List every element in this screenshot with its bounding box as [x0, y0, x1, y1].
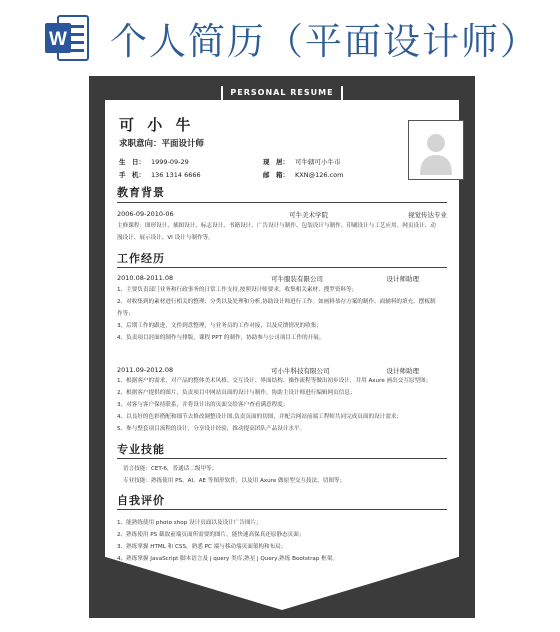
phone-value: 136 1314 6666: [151, 171, 201, 179]
education-courses: [117, 220, 449, 244]
education-title: 教育背景: [117, 186, 165, 199]
education-major: 视觉传达专业: [408, 211, 447, 219]
phone-label: 手 机：: [119, 171, 145, 179]
duty-line: 3、对客与客户保持联系，并将设计出的页面交给客户查看满意程度；: [117, 402, 289, 408]
job-position: 设计师助理: [386, 275, 419, 283]
duty-line: 2、对收集到的素材进行相关的整理、分类以及处理和分析,协助设计师进行工作。如画料恭存方案的制作、面辅料的填充、摆板制: [117, 299, 436, 305]
job-objective: 求职意向：平面设计师: [119, 139, 205, 149]
course-line: 主修课程：图形设计、插图设计、标志设计、书籍设计、广告设计与制作、包装设计与制作、印刷设计与工艺应用、网页设计、动: [117, 223, 436, 229]
resume-paper: [105, 100, 459, 618]
job-company: 可小牛科技有限公司: [271, 367, 330, 375]
job-company: 可牛服装有限公司: [271, 275, 323, 283]
skills-list: [123, 463, 455, 487]
evaluation-line: 4、熟练掌握 JavaScript 脚本语言及 j query 类库,熟星 j Query,熟练 Bootstrap 框架。: [117, 556, 338, 562]
svg-text:W: W: [49, 29, 67, 50]
duty-line: 作等；: [117, 311, 134, 317]
job-duties: [117, 375, 449, 435]
bottom-chevron-decoration: [89, 552, 475, 618]
work-title: 工作经历: [117, 252, 165, 265]
location-label: 现 居：: [263, 158, 289, 166]
location-info: [263, 157, 341, 166]
skill-line: 语言技能：CET-6，普通话二级甲等；: [123, 466, 218, 472]
location-value: 可牛辖可小牛市: [295, 158, 341, 166]
email-value: KXN@126.com: [295, 171, 344, 179]
page-header: [0, 0, 560, 74]
word-document-icon: [44, 13, 90, 63]
education-period: 2006-09-2010-06: [117, 210, 174, 218]
birth-value: 1999-09-29: [151, 158, 189, 166]
evaluation-line: 1、能熟练使用 photo shop 设计页面以及设计广告图片；: [117, 520, 262, 526]
job-period: 2011.09-2012.08: [117, 366, 174, 374]
skills-title: 专业技能: [117, 443, 165, 456]
work-divider: [117, 267, 447, 268]
resume-frame: [89, 76, 475, 618]
duty-line: 4、以良好的色彩搭配和细节去修改调整设计图,负责页面的切图，并配合网站前端工程师共同完成页面的设计需求；: [117, 414, 403, 420]
education-divider: [117, 202, 447, 203]
skill-line: 专业技能：熟练使用 PS、AI、AE 等图形软件，以及用 Axure 做原型交互技法、切图等；: [123, 478, 346, 484]
duty-line: 1、主要负责部门业务和行政事务的日常工作支持,按照设计师要求，收集相关素材、搜罗资料等；: [117, 287, 358, 293]
duty-line: 2、根据客户提供的图片，负责项目中网站页面的设计与制作，协助主设计师进行编辑网页信息；: [117, 390, 356, 396]
evaluation-line: 2、熟练使用 PS 截取前端页面所需要的图片，能快速高保真还原静态页面；: [117, 532, 305, 538]
skills-divider: [117, 458, 447, 459]
duty-line: 4、负责项目封面的制作与排版，课程 PPT 的制作，协助参与公司项目工作的开展。: [117, 335, 325, 341]
resume-badge: PERSONAL RESUME: [221, 86, 343, 100]
birth-label: 生 日：: [119, 158, 145, 166]
self-evaluation-divider: [117, 509, 447, 510]
self-evaluation-title: 自我评价: [117, 494, 165, 507]
candidate-name: 可 小 牛: [119, 116, 195, 134]
job-duties: [117, 284, 449, 344]
education-school: 可牛美术学院: [289, 211, 328, 219]
course-line: 漫设计、展示设计、VI 设计与制作等。: [117, 235, 214, 241]
job-position: 设计师助理: [386, 367, 419, 375]
evaluation-line: 3、熟练掌握 HTML 和 CSS，熟悉 PC 端与移动端页面架构和布局；: [117, 544, 287, 550]
job-period: 2010.08-2011.08: [117, 274, 174, 282]
email-label: 邮 箱：: [263, 171, 289, 179]
profile-photo[interactable]: [408, 120, 464, 180]
duty-line: 5、参与整套项目流程的设计，分享设计经验，推动提高团队产品设计水平。: [117, 426, 306, 432]
duty-line: 3、后期工作的跟进，文件到盘整理，与业务员的工作对接，以及反馈情况的收集；: [117, 323, 322, 329]
duty-line: 1、根据客户的需求，对产品的整体美术风格、交互设计、界面结构、操作流程等做出初步设计，并用 Axure 画出交互原型图；: [117, 378, 432, 384]
phone-info: [119, 170, 201, 179]
avatar-placeholder-icon: [409, 121, 463, 179]
page-title: 个人简历（平面设计师）: [110, 20, 539, 63]
birth-info: [119, 157, 189, 166]
email-info: [263, 170, 343, 179]
